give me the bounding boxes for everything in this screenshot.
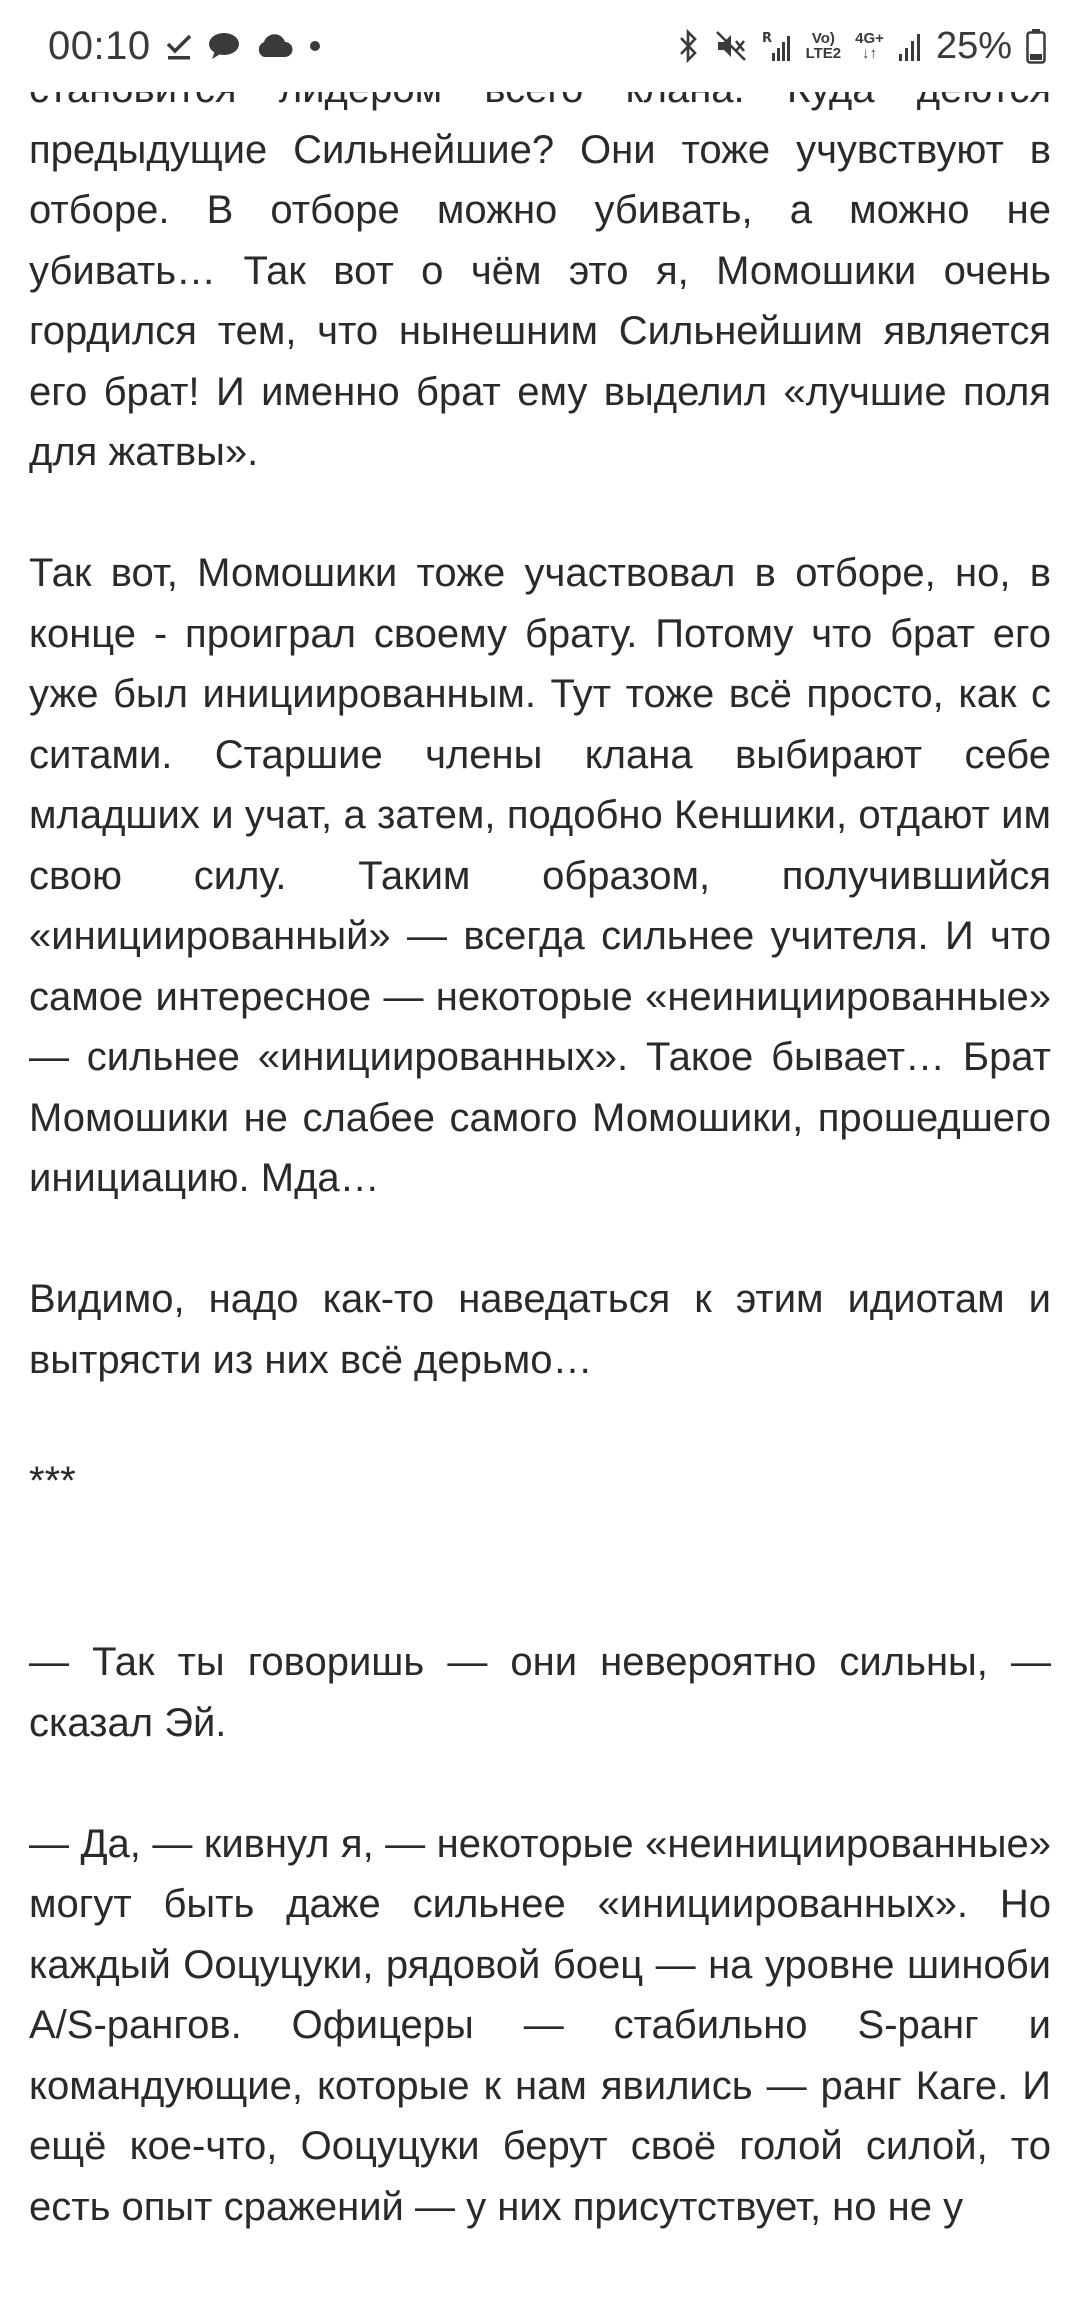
cloud-icon (255, 33, 293, 59)
4g-plus-icon: 4G+ ↓↑ (855, 30, 884, 62)
book-text (29, 59, 1051, 2298)
battery-percent: 25% (935, 24, 1012, 67)
status-bar (0, 0, 1080, 92)
paragraph: — Так ты говоришь — они невероятно сильны, — сказал Эй. (29, 1640, 1051, 1745)
scene-separator: *** (29, 1458, 76, 1503)
paragraph: Так вот, Момошики тоже участвовал в отборе, но, в конце - проиграл своему брату. Потому что брат его уже был инициированным. Тут тоже всё просто, как с ситами. Старшие члены клана выбирают себе младших и учат, а затем, подобно Кеншики, отдают им свою силу. Таким образом, получившийся «инициированный» — всегда сильнее учителя. И что самое интересное — некоторые «неинициированные» — сильнее «инициированных». Такое бывает… Брат Момошики не слабее самого Момошики, прошедшего инициацию. Мда… (29, 551, 1051, 1200)
battery-icon (1026, 28, 1046, 64)
svg-text:R: R (761, 31, 772, 46)
volte-icon: Vo) LTE2 (805, 30, 842, 62)
signal-r-icon (762, 29, 792, 63)
chat-bubble-icon (207, 31, 241, 61)
clock: 00:10 (48, 23, 151, 68)
check-icon (165, 31, 193, 61)
paragraph: — Да, — кивнул я, — некоторые «неинициированные» могут быть даже сильнее «инициированных». Но каждый Ооцуцуки, рядовой боец — на уровне шиноби A/S-рангов. Офицеры — стабильно S-ранг и командующие, которые к нам явились — ранг Каге. И ещё кое-что, Ооцуцуки берут своё голой силой, то есть опыт сражений — у них присутствует, но не у (29, 1821, 1051, 2229)
bluetooth-icon (678, 29, 700, 63)
vibrate-mute-icon (714, 29, 748, 63)
paragraph: предыдущие Сильнейшие? Они тоже учувствуют в отборе. В отборе можно убивать, а можно не убивать… Так вот о чём это я, Момошики очень гордился тем, что нынешним Сильнейшим является его брат! И именно брат ему выделил «лучшие поля для жатвы». (29, 127, 1051, 474)
paragraph: Видимо, надо как-то наведаться к этим идиотам и вытрясти из них всё дерьмо… (29, 1277, 1051, 1382)
dot-icon (307, 38, 323, 54)
signal-icon (898, 29, 922, 63)
status-bar-right (678, 25, 1046, 68)
status-bar-left (48, 24, 323, 69)
